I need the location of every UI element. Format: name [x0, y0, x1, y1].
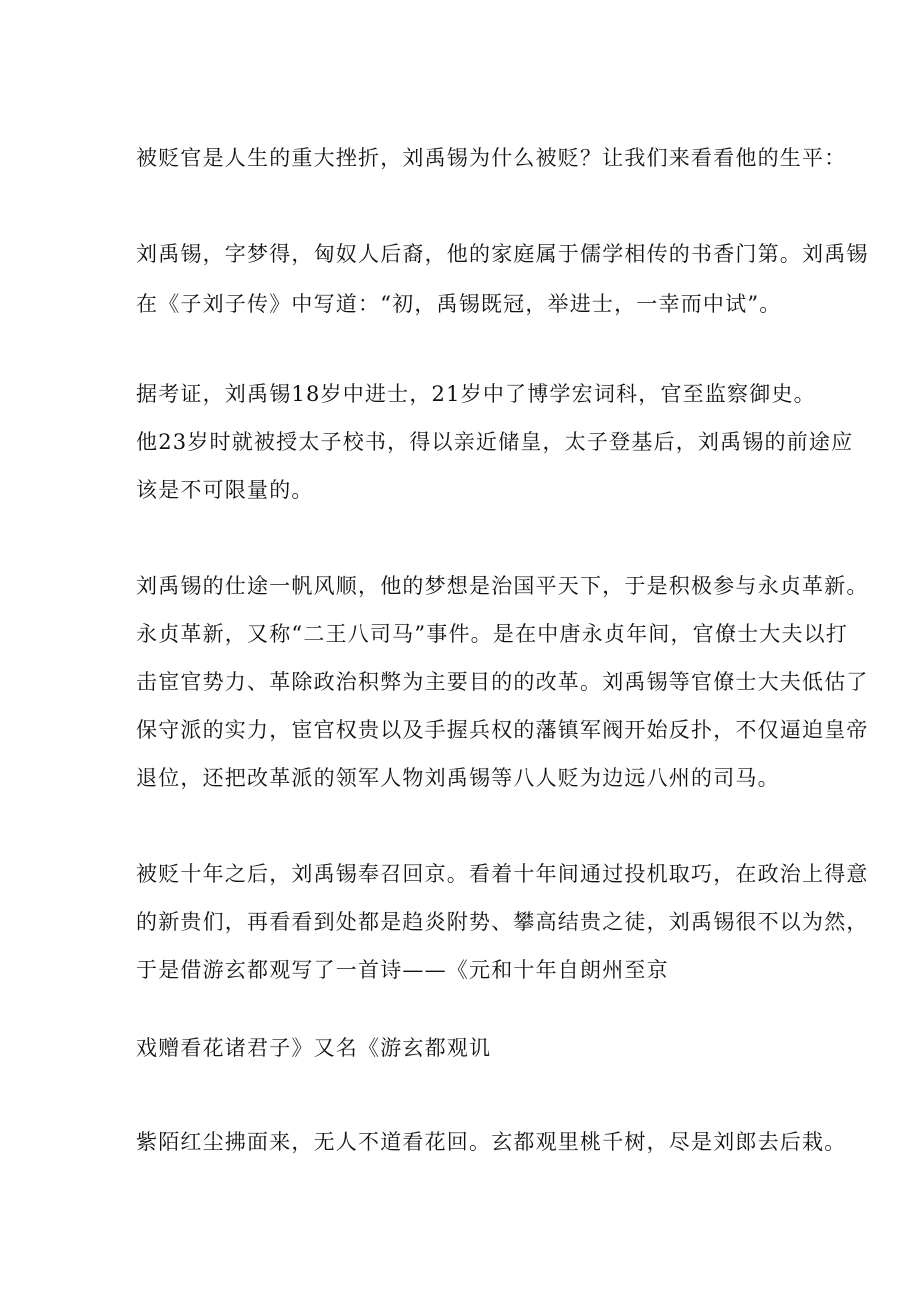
paragraph-career-line-2: 他23岁时就被授太子校书，得以亲近储皇，太子登基后，刘禹锡的前途应 — [136, 430, 854, 454]
paragraph-career-line-1: 据考证，刘禹锡18岁中进士，21岁中了博学宏词科，官至监察御史。 — [136, 382, 816, 406]
paragraph-background-line-1: 刘禹锡，字梦得，匈奴人后裔，他的家庭属于儒学相传的书香门第。刘禹锡 — [136, 242, 869, 266]
paragraph-return-line-2: 的新贵们，再看看到处都是趋炎附势、攀高结贵之徒，刘禹锡很不以为然， — [136, 910, 869, 934]
poem-text-line: 紫陌红尘拂面来，无人不道看花回。玄都观里桃千树，尽是刘郎去后栽。 — [136, 1130, 847, 1154]
paragraph-reform-line-2: 永贞革新，又称“二王八司马”事件。是在中唐永贞年间，官僚士大夫以打 — [136, 622, 849, 646]
paragraph-background-line-2: 在《子刘子传》中写道：“初，禹锡既冠，举进士，一幸而中试”。 — [136, 292, 782, 316]
paragraph-return-line-3: 于是借游玄都观写了一首诗——《元和十年自朗州至京 — [136, 958, 669, 982]
paragraph-reform-line-5: 退位，还把改革派的领军人物刘禹锡等八人贬为边远八州的司马。 — [136, 766, 780, 790]
poem-title-line: 戏赠看花诸君子》又名《游玄都观讥 — [136, 1036, 492, 1060]
paragraph-reform-line-4: 保守派的实力，宦官权贵以及手握兵权的藩镇军阀开始反扑，不仅逼迫皇帝 — [136, 718, 869, 742]
paragraph-intro-line-1: 被贬官是人生的重大挫折，刘禹锡为什么被贬？让我们来看看他的生平： — [136, 146, 847, 170]
paragraph-reform-line-3: 击宦官势力、革除政治积弊为主要目的的改革。刘禹锡等官僚士大夫低估了 — [136, 670, 869, 694]
paragraph-career-line-3: 该是不可限量的。 — [136, 478, 314, 502]
paragraph-reform-line-1: 刘禹锡的仕途一帆风顺，他的梦想是治国平天下，于是积极参与永贞革新。 — [136, 574, 869, 598]
paragraph-return-line-1: 被贬十年之后，刘禹锡奉召回京。看着十年间通过投机取巧，在政治上得意 — [136, 862, 869, 886]
